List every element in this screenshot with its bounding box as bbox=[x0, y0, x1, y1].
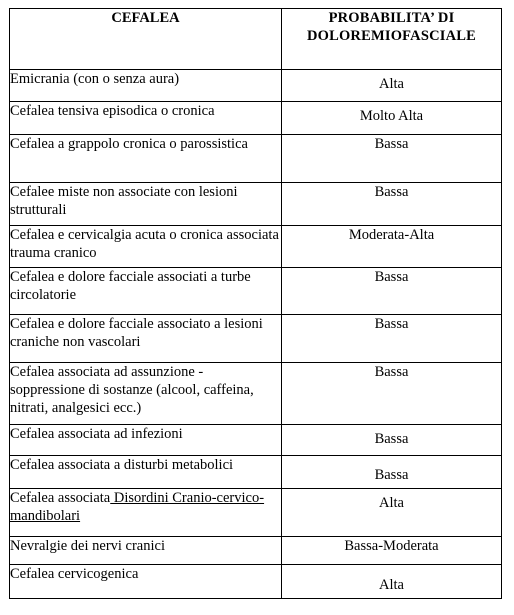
row-name: Cefalea a grappolo cronica o parossistica bbox=[10, 135, 282, 183]
row-name: Cefalea e cervicalgia acuta o cronica associata trauma cranico bbox=[10, 226, 282, 268]
row-probability: Bassa bbox=[282, 456, 502, 489]
table-row bbox=[10, 315, 502, 363]
row-probability: Bassa bbox=[282, 315, 502, 363]
table-row bbox=[10, 268, 502, 315]
table-row bbox=[10, 70, 502, 102]
row-name: Cefalea associata ad assunzione - soppressione di sostanze (alcool, caffeina, nitrati, analgesici ecc.) bbox=[10, 363, 282, 425]
row-probability: Bassa bbox=[282, 425, 502, 456]
row-name-link[interactable]: Disordini Cranio-cervico-mandibolari bbox=[10, 490, 265, 524]
headache-table bbox=[9, 8, 502, 599]
row-name: Cefalea tensiva episodica o cronica bbox=[10, 102, 282, 135]
table-row bbox=[10, 456, 502, 489]
row-probability: Bassa-Moderata bbox=[282, 537, 502, 565]
header-row bbox=[10, 9, 502, 70]
table-row bbox=[10, 226, 502, 268]
row-name: Cefalea associata a disturbi metabolici bbox=[10, 456, 282, 489]
table-row bbox=[10, 489, 502, 537]
header-probabilita bbox=[282, 9, 502, 70]
row-probability: Bassa bbox=[282, 183, 502, 226]
header-cefalea-text: CEFALEA bbox=[111, 10, 180, 26]
row-probability: Alta bbox=[282, 565, 502, 599]
row-probability: Bassa bbox=[282, 363, 502, 425]
table-row bbox=[10, 135, 502, 183]
row-name: Cefalea e dolore facciale associati a turbe circolatorie bbox=[10, 268, 282, 315]
header-probabilita-line1: PROBABILITA’ DI bbox=[328, 10, 455, 26]
row-name: Cefalea associata ad infezioni bbox=[10, 425, 282, 456]
row-name: Emicrania (con o senza aura) bbox=[10, 70, 282, 102]
table-row bbox=[10, 425, 502, 456]
row-probability: Moderata-Alta bbox=[282, 226, 502, 268]
row-probability: Alta bbox=[282, 489, 502, 537]
table-row bbox=[10, 537, 502, 565]
row-name: Nevralgie dei nervi cranici bbox=[10, 537, 282, 565]
row-probability: Molto Alta bbox=[282, 102, 502, 135]
table-row bbox=[10, 363, 502, 425]
header-cefalea bbox=[10, 9, 282, 70]
row-probability: Bassa bbox=[282, 135, 502, 183]
row-name: Cefalea e dolore facciale associato a lesioni craniche non vascolari bbox=[10, 315, 282, 363]
header-probabilita-line2: DOLOREMIOFASCIALE bbox=[306, 28, 477, 44]
row-name: Cefalee miste non associate con lesioni strutturali bbox=[10, 183, 282, 226]
table-row bbox=[10, 565, 502, 599]
table-row bbox=[10, 183, 502, 226]
table-row bbox=[10, 102, 502, 135]
row-name-prefix: Cefalea associata bbox=[10, 490, 111, 506]
row-probability: Alta bbox=[282, 70, 502, 102]
row-name: Cefalea cervicogenica bbox=[10, 565, 282, 599]
row-probability: Bassa bbox=[282, 268, 502, 315]
row-name bbox=[10, 489, 282, 537]
